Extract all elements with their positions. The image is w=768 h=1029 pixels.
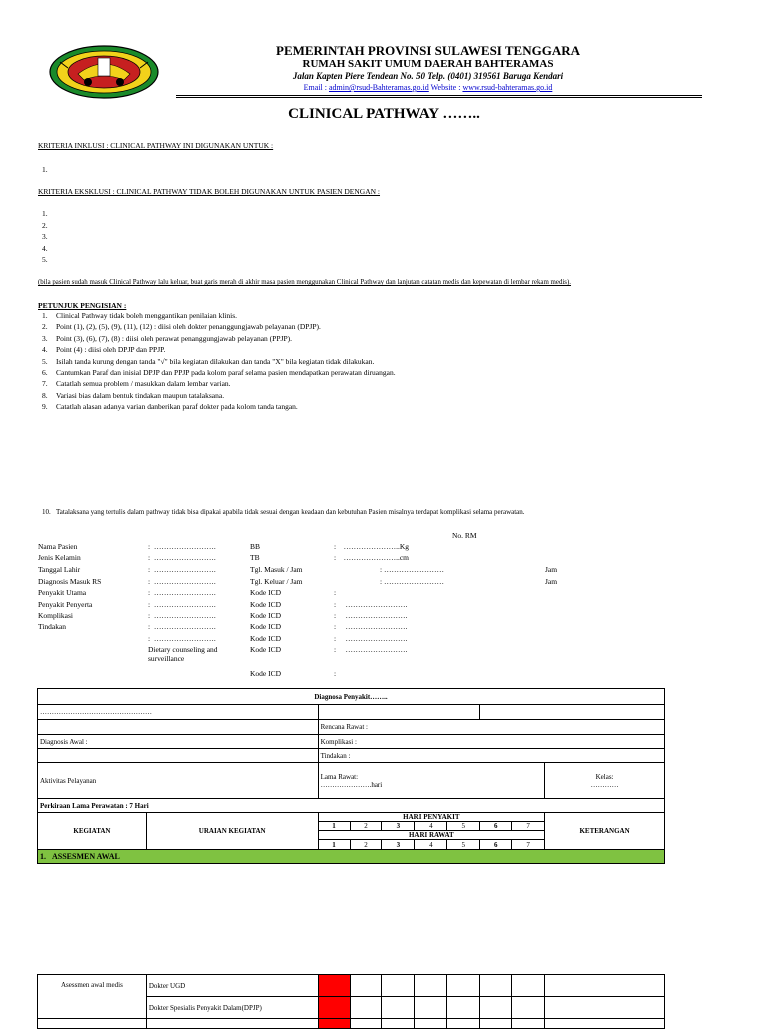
kelas-cell[interactable]: Kelas: ………… xyxy=(545,763,665,799)
petunjuk-item: 1. Clinical Pathway tidak boleh menggantikan penilaian klinis. xyxy=(42,311,238,320)
day-checkbox[interactable] xyxy=(480,975,512,997)
blank-cell[interactable] xyxy=(38,749,319,763)
kode-icd-field[interactable]: : xyxy=(334,669,337,678)
jam-label: Jam xyxy=(545,565,558,574)
asesmen-medis-label: Asessmen awal medis xyxy=(38,975,147,1019)
komplikasi-field[interactable]: : ……………………. xyxy=(148,611,216,620)
kode-icd-field[interactable]: : ……………………. xyxy=(334,645,408,654)
dokter-ugd-cell: Dokter UGD xyxy=(146,975,318,997)
label-tindakan: Tindakan xyxy=(38,622,67,631)
uraian-header: URAIAN KEGIATAN xyxy=(146,813,318,850)
penyakit-utama-field[interactable]: : ……………………. xyxy=(148,588,216,597)
keterangan-cell[interactable] xyxy=(545,975,665,997)
petunjuk-item: 6. Cantumkan Paraf dan inisial DPJP dan PPJP pada kolom paraf selama pasien mendapatkan perawatan diruangan. xyxy=(42,367,396,377)
label-tgl-keluar: Tgl. Keluar / Jam xyxy=(250,577,303,586)
label-kode-icd: Kode ICD xyxy=(250,611,282,620)
label-nama-pasien: Nama Pasien xyxy=(38,542,78,551)
penyakit-penyerta-field[interactable]: : ……………………. xyxy=(148,600,216,609)
day-checkbox[interactable] xyxy=(512,975,545,997)
label-bb: BB xyxy=(250,542,261,551)
day-cell: 1 xyxy=(318,822,350,831)
day-cell: 3 xyxy=(382,822,415,831)
day-checkbox[interactable] xyxy=(382,997,415,1019)
kode-icd-field[interactable]: : ……………………. xyxy=(334,600,408,609)
day-cell: 4 xyxy=(415,840,447,850)
diagnosa-dots-cell[interactable]: ………………………………………… xyxy=(38,705,319,720)
day-cell: 6 xyxy=(480,822,512,831)
day-checkbox[interactable] xyxy=(512,997,545,1019)
day-checkbox[interactable] xyxy=(382,975,415,997)
day-checkbox[interactable] xyxy=(480,997,512,1019)
keterangan-header: KETERANGAN xyxy=(545,813,665,850)
label-tanggal-lahir: Tanggal Lahir xyxy=(38,565,81,574)
tindakan-field[interactable]: : ……………………. xyxy=(148,622,216,631)
rencana-rawat-cell[interactable]: Rencana Rawat : xyxy=(318,720,664,735)
petunjuk-item: 8. Variasi bias dalam bentuk tindakan maupun tatalaksana. xyxy=(42,390,225,400)
header-rule-bottom xyxy=(176,97,702,98)
komplikasi-cell[interactable]: Komplikasi : xyxy=(318,735,664,749)
tindakan-field-2[interactable]: : ……………………. xyxy=(148,634,216,643)
tgl-masuk-field[interactable]: : …………………… xyxy=(380,565,444,574)
label-diagnosis-masuk: Diagnosis Masuk RS xyxy=(38,577,102,586)
label-penyakit-penyerta: Penyakit Penyerta xyxy=(38,600,93,609)
petunjuk-item: 9. Catatlah alasan adanya varian danberikan paraf dokter pada kolom tanda tangan. xyxy=(42,402,298,412)
section-assesmen-awal: 1. ASSESMEN AWAL xyxy=(38,850,665,864)
label-kode-icd: Kode ICD xyxy=(250,645,282,654)
day-checkbox[interactable] xyxy=(447,997,480,1019)
header-rule-top xyxy=(176,95,702,96)
kode-icd-field[interactable]: : ……………………. xyxy=(334,634,408,643)
inklusi-item-1: 1. xyxy=(42,165,48,174)
website-label: Website : xyxy=(428,83,463,92)
diagnosis-masuk-field[interactable]: : ……………………. xyxy=(148,577,216,586)
email-link[interactable]: admin@rsud-Bahteramas.go.id xyxy=(328,83,429,92)
day-cell: 6 xyxy=(480,840,512,850)
petunjuk-item: 2. Point (1), (2), (5), (9), (11), (12) : diisi oleh dokter penanggungjawab pelayanan (DPJP). xyxy=(42,322,321,332)
label-penyakit-utama: Penyakit Utama xyxy=(38,588,87,597)
label-jenis-kelamin: Jenis Kelamin xyxy=(38,553,81,562)
petunjuk-item-10: 10. Tatalaksana yang tertulis dalam pathway tidak bisa dipakai apabila tidak sesuai dengan keadaan dan kebutuhan Pasien misalnya terdapat komplikasi selama perawatan. xyxy=(42,508,525,516)
blank-cell[interactable] xyxy=(480,705,665,720)
dokter-spesialis-cell: Dokter Spesialis Penyakit Dalam(DPJP) xyxy=(146,997,318,1019)
day-checkbox[interactable] xyxy=(350,997,382,1019)
diagnosa-penyakit-cell[interactable]: Diagnosa Penyakit…….. xyxy=(38,689,665,705)
label-kode-icd: Kode ICD xyxy=(250,669,282,678)
day-checkbox[interactable] xyxy=(318,997,350,1019)
perkiraan-cell: Perkiraan Lama Perawatan : 7 Hari xyxy=(38,799,665,813)
exit-note: (bila pasien sudah masuk Clinical Pathway lalu keluar, buat garis merah di akhir masa pasien menggunakan Clinical Pathway dan lanjutan catatan medis dan kepewatan di lembar rekam medis). xyxy=(38,279,572,286)
header-address: Jalan Kapten Piere Tendean No. 50 Telp. (0401) 319561 Baruga Kendari xyxy=(292,71,564,81)
assesmen-table xyxy=(37,974,665,1029)
kode-icd-field[interactable]: : xyxy=(334,588,337,597)
label-kode-icd: Kode ICD xyxy=(250,622,282,631)
page-title: CLINICAL PATHWAY …….. xyxy=(288,106,480,122)
hari-rawat-header: HARI RAWAT xyxy=(318,831,545,840)
day-checkbox[interactable] xyxy=(415,975,447,997)
petunjuk-item: 4. Point (4) : diisi oleh DPJP dan PPJP. xyxy=(42,345,166,355)
day-cell: 4 xyxy=(415,822,447,831)
day-checkbox[interactable] xyxy=(350,975,382,997)
kode-icd-field[interactable]: : ……………………. xyxy=(334,622,408,631)
aktivitas-pelayanan-cell: Aktivitas Pelayanan xyxy=(38,763,319,799)
day-cell: 5 xyxy=(447,840,480,850)
hospital-logo xyxy=(48,44,160,100)
petunjuk-item: 7. Catatlah semua problem / masukkan dalam lembar varian. xyxy=(42,379,231,389)
tgl-keluar-field[interactable]: : …………………… xyxy=(380,577,444,586)
label-kode-icd: Kode ICD xyxy=(250,600,282,609)
pathway-table xyxy=(37,688,665,864)
keterangan-cell[interactable] xyxy=(545,997,665,1019)
day-cell: 1 xyxy=(318,840,350,850)
petunjuk-list xyxy=(42,311,396,414)
nama-pasien-field[interactable]: : ……………………. xyxy=(148,542,216,551)
kode-icd-field[interactable]: : ……………………. xyxy=(334,611,408,620)
eksklusi-heading: KRITERIA EKSKLUSI : CLINICAL PATHWAY TIDAK BOLEH DIGUNAKAN UNTUK PASIEN DENGAN : xyxy=(38,187,381,196)
petunjuk-item: 3. Point (3), (6), (7), (8) : diisi oleh perawat penanggungjawab pelayanan (PPJP). xyxy=(42,333,292,343)
header-hospital-name: RUMAH SAKIT UMUM DAERAH BAHTERAMAS xyxy=(302,58,554,70)
label-komplikasi: Komplikasi xyxy=(38,611,73,620)
kegiatan-header: KEGIATAN xyxy=(38,813,147,850)
eksklusi-item-5: 5. xyxy=(42,255,48,264)
bb-field[interactable]: : …………………..Kg xyxy=(334,542,410,551)
label-tgl-masuk: Tgl. Masuk / Jam xyxy=(250,565,303,574)
jenis-kelamin-field[interactable]: : ……………………. xyxy=(148,553,216,562)
eksklusi-item-4: 4. xyxy=(42,244,48,253)
day-cell: 7 xyxy=(512,840,545,850)
petunjuk-item: 5. Isilah tanda kurung dengan tanda "√" bila kegiatan dilakukan dan tanda "X" bila kegiatan tidak dilakukan. xyxy=(42,356,375,366)
hari-penyakit-header: HARI PENYAKIT xyxy=(318,813,545,822)
dietary-label: Dietary counseling and surveillance xyxy=(148,645,218,663)
email-label: Email : xyxy=(303,83,329,92)
day-checkbox[interactable] xyxy=(447,975,480,997)
day-cell: 5 xyxy=(447,822,480,831)
header-contact xyxy=(160,83,696,92)
tindakan-cell[interactable]: Tindakan : xyxy=(318,749,664,763)
eksklusi-item-3: 3. xyxy=(42,232,48,241)
day-checkbox[interactable] xyxy=(318,975,350,997)
blank-cell[interactable] xyxy=(38,720,319,735)
day-cell: 7 xyxy=(512,822,545,831)
tanggal-lahir-field[interactable]: : ……………………. xyxy=(148,565,216,574)
day-checkbox[interactable] xyxy=(415,997,447,1019)
day-cell: 2 xyxy=(350,840,382,850)
website-link[interactable]: www.rsud-bahteramas.go.id xyxy=(462,83,553,92)
diagnosis-awal-cell[interactable]: Diagnosis Awal : xyxy=(38,735,319,749)
jam-label: Jam xyxy=(545,577,558,586)
blank-cell[interactable] xyxy=(318,705,480,720)
label-kode-icd: Kode ICD xyxy=(250,634,282,643)
day-cell: 3 xyxy=(382,840,415,850)
inklusi-heading: KRITERIA INKLUSI : CLINICAL PATHWAY INI DIGUNAKAN UNTUK : xyxy=(38,141,274,150)
petunjuk-heading: PETUNJUK PENGISIAN : xyxy=(38,301,127,310)
label-kode-icd: Kode ICD xyxy=(250,588,282,597)
day-cell: 2 xyxy=(350,822,382,831)
label-tb: TB xyxy=(250,553,260,562)
tb-field[interactable]: : …………………..cm xyxy=(334,553,410,562)
no-rm-label: No. RM xyxy=(452,531,477,540)
lama-rawat-cell[interactable]: Lama Rawat: ………………….hari xyxy=(318,763,545,799)
header-government: PEMERINTAH PROVINSI SULAWESI TENGGARA xyxy=(276,43,580,58)
eksklusi-item-2: 2. xyxy=(42,221,48,230)
eksklusi-item-1: 1. xyxy=(42,209,48,218)
